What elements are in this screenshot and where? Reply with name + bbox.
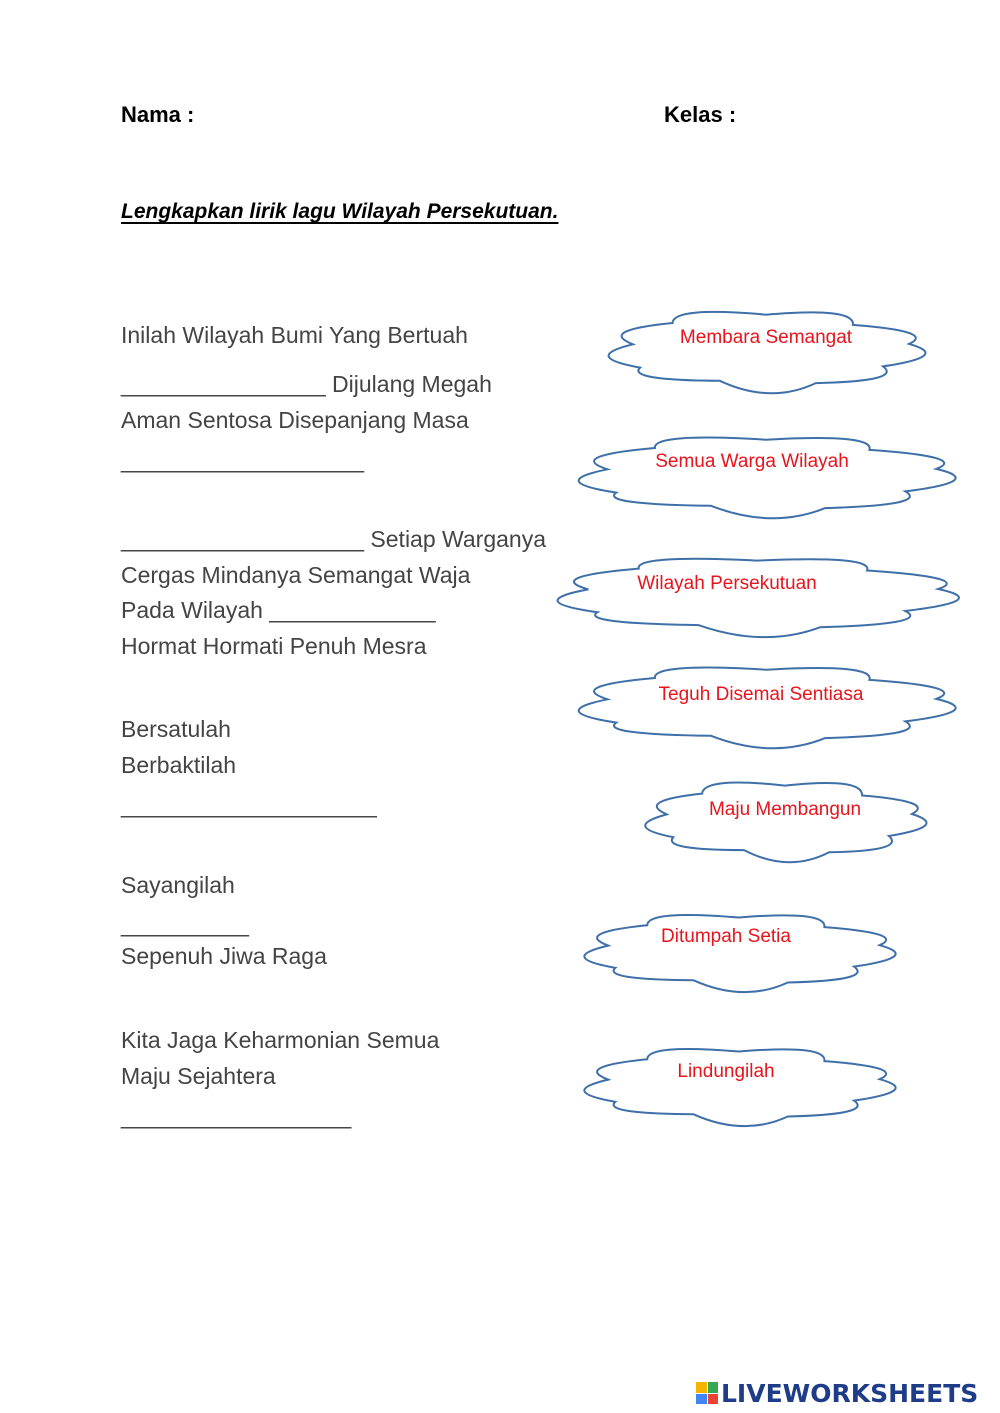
lyric-line: Maju Sejahtera xyxy=(121,1063,276,1089)
liveworksheets-brand xyxy=(696,1378,978,1408)
answer-option-membara-semangat[interactable] xyxy=(591,303,941,397)
lyric-line: Berbaktilah xyxy=(121,752,237,778)
answer-option-label: Semua Warga Wilayah xyxy=(655,451,849,472)
cloud-outline xyxy=(645,782,926,862)
answer-option-semua-warga-wilayah[interactable] xyxy=(559,428,973,522)
lyric-line: Aman Sentosa Disepanjang Masa xyxy=(121,407,469,433)
answer-option-teguh-disemai-sentiasa[interactable] xyxy=(559,658,973,752)
lyric-line: Kita Jaga Keharmonian Semua xyxy=(121,1027,440,1053)
answer-option-wilayah-persekutuan[interactable] xyxy=(537,549,977,641)
class-label: Kelas : xyxy=(664,102,737,127)
lyric-line: Hormat Hormati Penuh Mesra xyxy=(121,633,427,659)
answer-option-maju-membangun[interactable] xyxy=(629,774,941,866)
brand-text: LIVEWORKSHEETS xyxy=(721,1378,979,1408)
instruction-title: Lengkapkan lirik lagu Wilayah Persekutuan. xyxy=(121,200,559,223)
answer-option-label: Lindungilah xyxy=(677,1061,775,1082)
lyric-line: Bersatulah xyxy=(121,716,231,742)
lyric-line: ________________ Dijulang Megah xyxy=(121,371,492,397)
cloud-outline xyxy=(579,438,956,519)
cloud-icon xyxy=(567,1040,911,1130)
cloud-outline xyxy=(609,312,926,393)
cloud-icon xyxy=(567,906,911,996)
liveworksheets-logo-icon xyxy=(696,1382,718,1404)
cloud-outline xyxy=(558,559,959,637)
cloud-icon xyxy=(591,303,941,397)
lyric-line: ___________________ Setiap Warganya xyxy=(121,526,547,552)
lyric-line: __________ xyxy=(121,911,249,937)
lyric-line: Pada Wilayah _____________ xyxy=(121,597,436,623)
answer-option-lindungilah[interactable] xyxy=(567,1040,911,1130)
lyric-line: Inilah Wilayah Bumi Yang Bertuah xyxy=(121,322,468,348)
cloud-icon xyxy=(559,428,973,522)
lyric-line: Cergas Mindanya Semangat Waja xyxy=(121,562,471,588)
answer-option-label: Wilayah Persekutuan xyxy=(637,573,817,594)
answer-option-label: Ditumpah Setia xyxy=(661,926,791,947)
cloud-icon xyxy=(537,549,977,641)
lyric-line: ___________________ xyxy=(121,447,365,473)
answer-option-label: Membara Semangat xyxy=(679,327,853,348)
cloud-outline xyxy=(579,668,956,749)
answer-option-ditumpah-setia[interactable] xyxy=(567,906,911,996)
lyric-line: Sayangilah xyxy=(121,872,235,898)
name-label: Nama : xyxy=(121,102,195,127)
lyric-line: ____________________ xyxy=(121,792,377,818)
lyric-line: Sepenuh Jiwa Raga xyxy=(121,943,327,969)
answer-option-label: Maju Membangun xyxy=(708,799,862,820)
lyric-line: __________________ xyxy=(121,1103,352,1129)
answer-option-label: Teguh Disemai Sentiasa xyxy=(658,684,864,705)
